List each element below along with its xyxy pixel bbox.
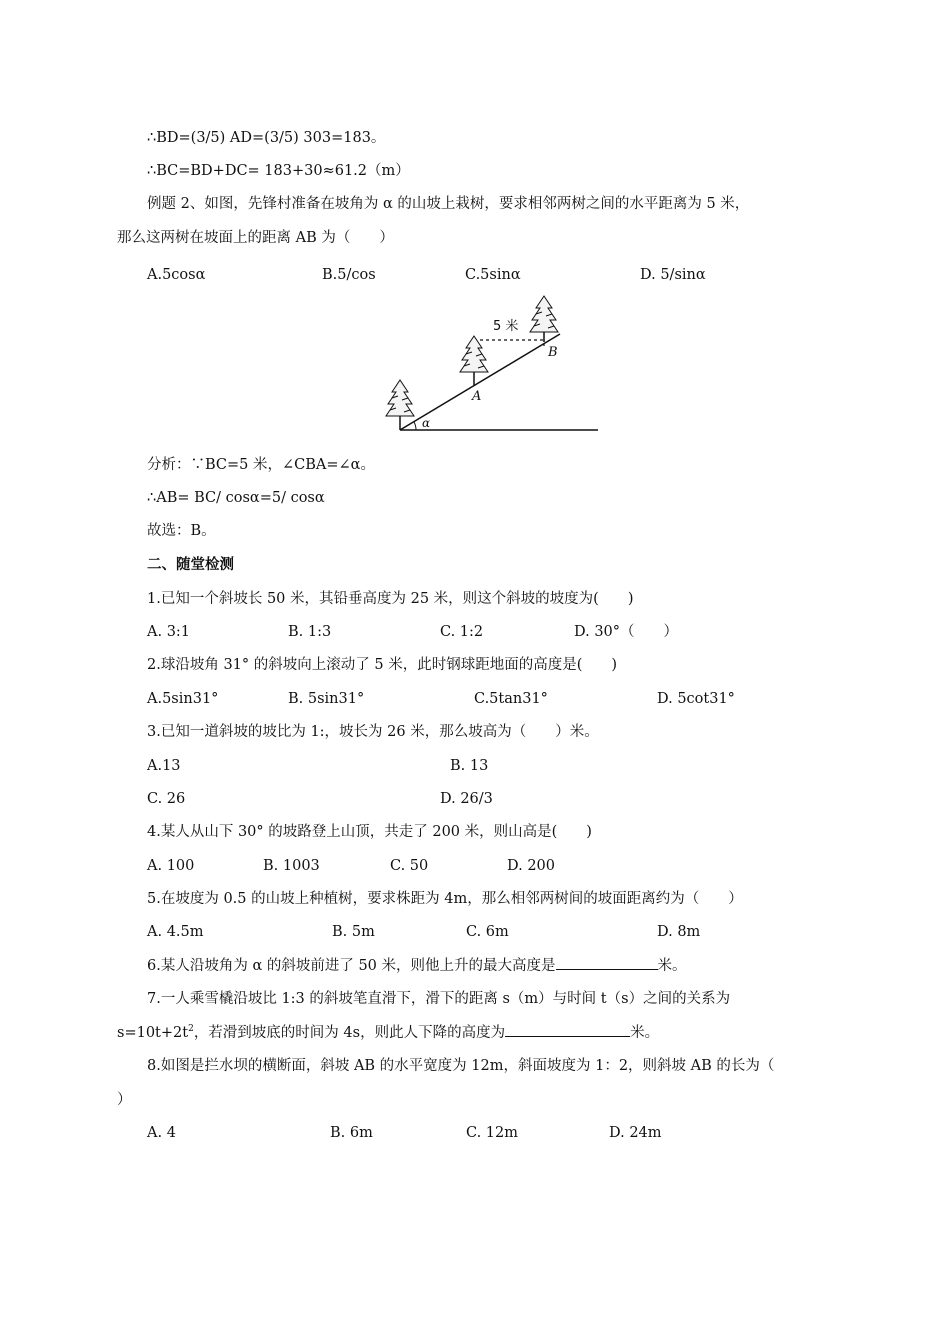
question-4: 4.某人从山下 30° 的坡路登上山顶，共走了 200 米，则山高是( ) [147, 824, 592, 840]
q3-option-a: A.13 [147, 758, 181, 774]
q5-option-d: D. 8m [657, 924, 701, 940]
tree-icon [460, 336, 488, 385]
question-2: 2.球沿坡角 31° 的斜坡向上滚动了 5 米，此时钢球距地面的高度是( ) [147, 657, 618, 673]
question-7-text: ，若滑到坡底的时间为 4s，则此人下降的高度为 [193, 1025, 506, 1041]
question-8-line1: 8.如图是拦水坝的横断面，斜坡 AB 的水平宽度为 12m，斜面坡度为 1：2，则斜坡 AB 的长为（ [147, 1058, 775, 1074]
q1-option-c: C. 1:2 [440, 624, 484, 640]
answer-line: 故选：B。 [147, 523, 216, 539]
q3-option-c: C. 26 [147, 791, 186, 807]
q3-option-b: B. 13 [450, 758, 489, 774]
q2-option-d: D. 5cot31° [657, 691, 735, 707]
label-b: B [548, 345, 558, 360]
tree-icon [386, 380, 414, 430]
question-6-text: 6.某人沿坡角为 α 的斜坡前进了 50 米，则他上升的最大高度是 [147, 958, 556, 974]
formula-text: s=10t+2t [117, 1025, 189, 1041]
slope-trees-figure [378, 290, 608, 440]
label-a: A [472, 389, 482, 404]
question-8-line2: ） [117, 1092, 132, 1108]
label-5m: 5 米 [493, 319, 519, 334]
q2-option-b: B. 5sin31° [288, 691, 365, 707]
tree-icon [530, 296, 558, 342]
answer-blank[interactable] [556, 955, 658, 970]
example2-option-c: C.5sinα [465, 267, 521, 283]
q4-option-c: C. 50 [390, 858, 429, 874]
question-3: 3.已知一道斜坡的坡比为 1:，坡长为 26 米，那么坡高为（ ）米。 [147, 724, 599, 740]
question-7-line2 [117, 1022, 659, 1043]
question-7-unit: 米。 [630, 1025, 660, 1041]
q4-option-a: A. 100 [147, 858, 195, 874]
q1-option-b: B. 1:3 [288, 624, 332, 640]
label-alpha: α [422, 416, 431, 430]
q5-option-a: A. 4.5m [147, 924, 204, 940]
question-7-line1: 7.一人乘雪橇沿坡比 1:3 的斜坡笔直滑下，滑下的距离 s（m）与时间 t（s）之间的关系为 [147, 991, 731, 1007]
analysis-line1: 分析：∵BC=5 米，∠CBA=∠α。 [147, 457, 375, 473]
question-5: 5.在坡度为 0.5 的山坡上种植树，要求株距为 4m，那么相邻两树间的坡面距离约为（ ） [147, 891, 743, 907]
q2-option-a: A.5sin31° [147, 691, 219, 707]
question-6-unit: 米。 [657, 958, 687, 974]
q1-option-d: D. 30°（ ） [574, 624, 679, 640]
example2-option-d: D. 5/sinα [640, 267, 706, 283]
q8-option-a: A. 4 [147, 1125, 176, 1141]
q5-option-c: C. 6m [466, 924, 509, 940]
section-heading: 二、随堂检测 [147, 557, 234, 573]
example2-text-line1: 例题 2、如图，先锋村准备在坡角为 α 的山坡上栽树，要求相邻两树之间的水平距离为 5 米， [147, 196, 750, 212]
question-6 [147, 955, 687, 976]
q8-option-d: D. 24m [609, 1125, 662, 1141]
formula-exponent: 2 [188, 1024, 194, 1035]
example2-text-line2: 那么这两树在坡面上的距离 AB 为（ ） [117, 230, 394, 246]
q8-option-c: C. 12m [466, 1125, 518, 1141]
example2-option-b: B.5/cos [322, 267, 376, 283]
analysis-line2: ∴AB= BC/ cosα=5/ cosα [147, 490, 325, 506]
q5-option-b: B. 5m [332, 924, 375, 940]
example2-option-a: A.5cosα [147, 267, 206, 283]
solution-line-bd: ∴BD=(3/5) AD=(3/5) 303=183。 [147, 130, 386, 146]
question-1: 1.已知一个斜坡长 50 米，其铅垂高度为 25 米，则这个斜坡的坡度为( ) [147, 591, 634, 607]
answer-blank[interactable] [505, 1022, 630, 1037]
q1-option-a: A. 3:1 [147, 624, 191, 640]
q4-option-d: D. 200 [507, 858, 556, 874]
q4-option-b: B. 1003 [263, 858, 320, 874]
q8-option-b: B. 6m [330, 1125, 373, 1141]
q2-option-c: C.5tan31° [474, 691, 548, 707]
solution-line-bc: ∴BC=BD+DC= 183+30≈61.2（m） [147, 163, 410, 179]
q3-option-d: D. 26/3 [440, 791, 493, 807]
